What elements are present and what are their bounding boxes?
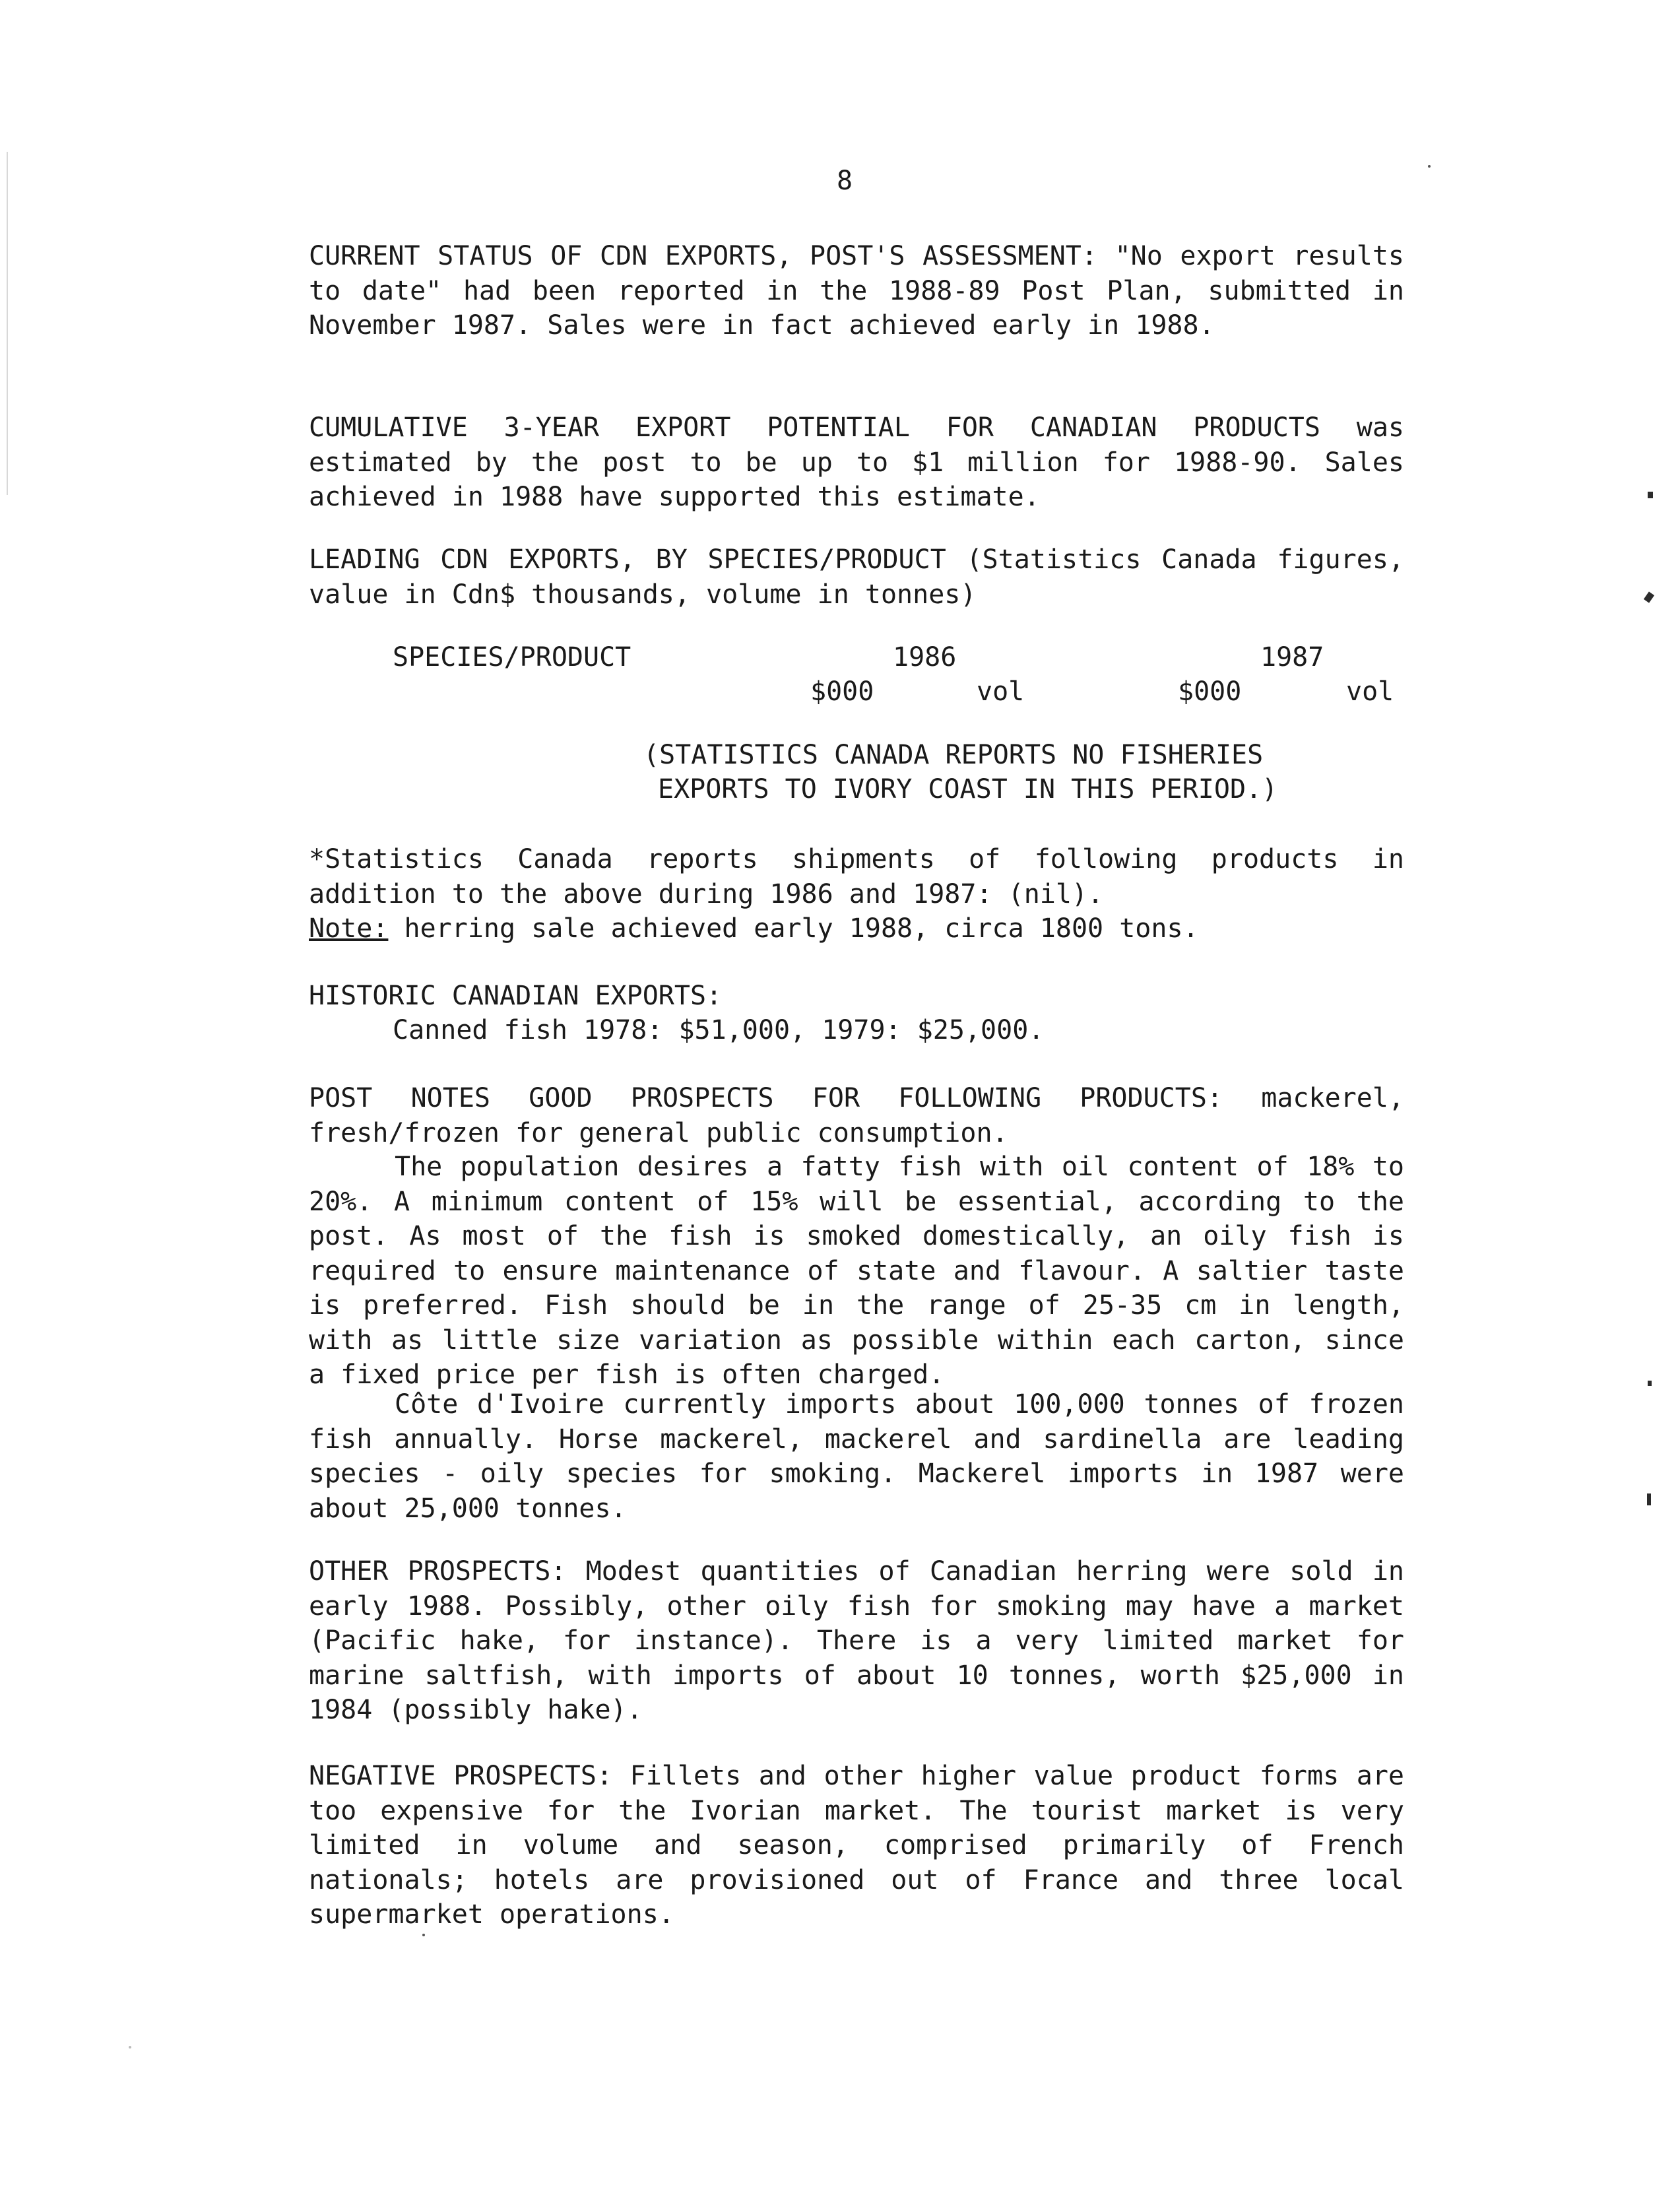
table-header-dollars-1986: $000 [810, 676, 874, 707]
statistics-note-paragraph: *Statistics Canada reports shipments of following products in addition to the above during 1986 and 1987: (nil). [309, 844, 1421, 909]
table-header-species: SPECIES/PRODUCT [393, 642, 631, 672]
negative-prospects-paragraph: NEGATIVE PROSPECTS: Fillets and other higher value product forms are too expensive for the Ivorian market. The tourist market is very limited in volume and season, comprised primarily of French nationals; hotels are provisioned out of France and three local supermarket operations. [309, 1761, 1421, 1930]
scan-edge-line [7, 152, 8, 495]
leading-exports-paragraph: LEADING CDN EXPORTS, BY SPECIES/PRODUCT (Statistics Canada figures, value in Cdn$ thousands, volume in tonnes) [309, 544, 1421, 610]
table-header-vol-1987: vol [1346, 676, 1394, 707]
table-header-1986: 1986 [893, 642, 957, 672]
note-label: Note: [309, 913, 389, 944]
note-line [309, 911, 1404, 946]
scan-speck [129, 2046, 131, 2049]
scan-speck [422, 1934, 425, 1936]
page-number: 8 [837, 166, 853, 196]
historic-line: Canned fish 1978: $51,000, 1979: $25,000. [393, 1015, 1045, 1045]
prospects-imports-paragraph: Côte d'Ivoire currently imports about 100,000 tonnes of frozen fish annually. Horse mackerel, mackerel and sardinella are leading species - oily species for smoking. Mackerel imports in 1987 were about 25,000 tonnes. [309, 1389, 1421, 1524]
current-status-paragraph: CURRENT STATUS OF CDN EXPORTS, POST'S ASSESSMENT: "No export results to date" had been reported in the 1988-89 Post Plan, submitted in November 1987. Sales were in fact achieved early in 1988. [309, 241, 1421, 341]
scan-speck [1428, 165, 1431, 168]
prospects-population-paragraph: The population desires a fatty fish with oil content of 18% to 20%. A minimum content of 15% will be essential, according to the post. As most of the fish is smoked domestically, an oily fish is required to ensure maintenance of state and flavour. A saltier taste is preferred. Fish should be in the range of 25-35 cm in length, with as little size variation as possible within each carton, since a fixed price per fish is often charged. [309, 1152, 1421, 1390]
table-header-vol-1986: vol [977, 676, 1025, 707]
margin-mark [1644, 591, 1654, 603]
prospects-intro-paragraph: POST NOTES GOOD PROSPECTS FOR FOLLOWING PRODUCTS: mackerel, fresh/frozen for general public consumption. [309, 1083, 1421, 1148]
table-header-dollars-1987: $000 [1178, 676, 1242, 707]
cumulative-potential-paragraph: CUMULATIVE 3-YEAR EXPORT POTENTIAL FOR CANADIAN PRODUCTS was estimated by the post to be up to $1 million for 1988-90. Sales achieved in 1988 have supported this estimate. [309, 412, 1421, 512]
margin-mark [1647, 1493, 1651, 1505]
table-notice-line1: (STATISTICS CANADA REPORTS NO FISHERIES [643, 740, 1264, 770]
margin-mark [1648, 492, 1653, 498]
historic-heading: HISTORIC CANADIAN EXPORTS: [309, 981, 723, 1011]
note-text: herring sale achieved early 1988, circa 1800 tons. [388, 913, 1199, 944]
table-header-1987: 1987 [1260, 642, 1324, 672]
table-notice-line2: EXPORTS TO IVORY COAST IN THIS PERIOD.) [658, 774, 1278, 804]
other-prospects-paragraph: OTHER PROSPECTS: Modest quantities of Canadian herring were sold in early 1988. Possibly, other oily fish for smoking may have a market (Pacific hake, for instance). There is a very limited market for marine saltfish, with imports of about 10 tonnes, worth $25,000 in 1984 (possibly hake). [309, 1556, 1421, 1725]
margin-mark [1648, 1381, 1652, 1386]
